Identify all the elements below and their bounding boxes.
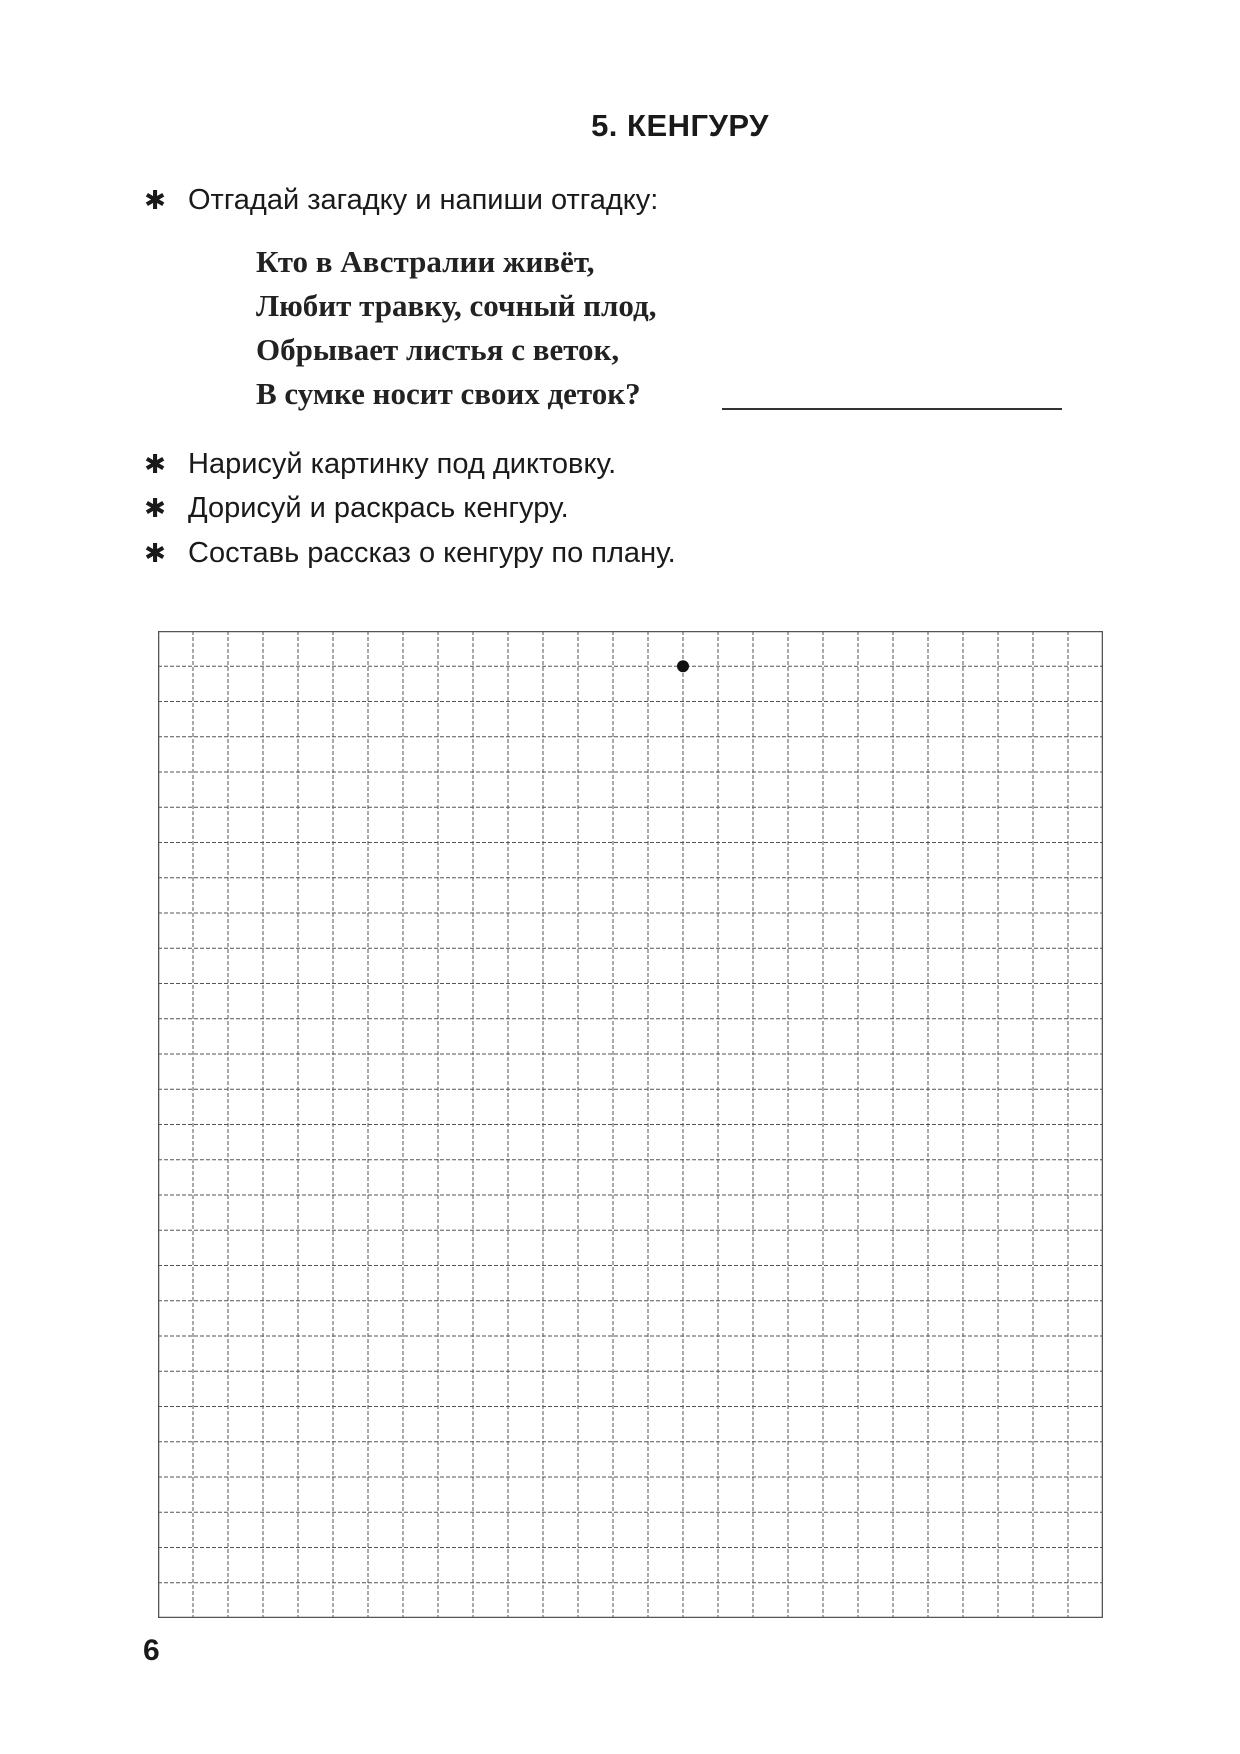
riddle-line: Обрывает листья с веток, <box>256 332 620 367</box>
riddle-poem <box>256 240 656 416</box>
start-dot <box>677 660 689 672</box>
grid-canvas[interactable] <box>158 631 1103 1618</box>
page-title: 5. КЕНГУРУ <box>591 108 769 143</box>
asterisk-icon: ✱ <box>144 185 166 215</box>
asterisk-icon: ✱ <box>144 493 166 523</box>
riddle-line: В сумке носит своих деток? <box>256 376 641 411</box>
task-compose-story <box>138 535 676 571</box>
task-draw-dictation <box>138 446 616 482</box>
asterisk-icon: ✱ <box>144 449 166 479</box>
asterisk-icon: ✱ <box>144 538 166 568</box>
task-text: Отгадай загадку и напиши отгадку: <box>188 184 659 216</box>
task-text: Нарисуй картинку под диктовку. <box>188 448 617 480</box>
task-text: Составь рассказ о кенгуру по плану. <box>188 537 676 569</box>
task-text: Дорисуй и раскрась кенгуру. <box>188 492 569 524</box>
answer-write-line[interactable] <box>722 408 1062 410</box>
task-finish-drawing <box>138 490 569 526</box>
riddle-line: Кто в Австралии живёт, <box>256 244 595 279</box>
riddle-line: Любит травку, сочный плод, <box>256 288 657 323</box>
page-number: 6 <box>143 1634 160 1667</box>
drawing-grid[interactable] <box>158 631 1103 1618</box>
task-guess-riddle <box>138 182 658 218</box>
